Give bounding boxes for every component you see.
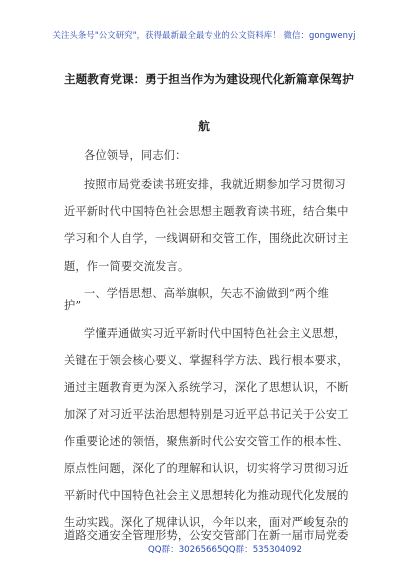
body-line: 道路交通安全管理形势，公安交管部门在新一届市局党委: [64, 529, 349, 542]
body-line: 作重要论述的领悟，聚焦新时代公安交管工作的根本性、: [64, 435, 349, 448]
body-line: 通过主题教育更为深入系统学习，深化了思想认识，不断: [64, 381, 349, 394]
salutation: 各位领导，同志们：: [84, 149, 187, 162]
body-line: 加深了对习近平法治思想特别是习近平总书记关于公安工: [64, 408, 349, 421]
document-title-line-1: 主题教育党课：勇于担当作为为建设现代化新篇章保驾护: [64, 72, 354, 86]
body-line: 原点性问题，深化了的理解和认识，切实将学习贯彻习近: [64, 462, 349, 475]
body-line: 按照市局党委读书班安排，我就近期参加学习贯彻习: [84, 178, 346, 191]
body-line: 题，作一简要交流发言。: [64, 260, 190, 273]
body-line: 生动实践。深化了规律认识，今年以来，面对严峻复杂的: [64, 516, 349, 529]
header-note: 关注头条号"公文研究"，获得最新最全最专业的公文资料库！ 微信：gongwenyj: [52, 30, 356, 40]
body-line: 近平新时代中国特色社会思想主题教育读书班，结合集中: [64, 205, 349, 218]
section-heading: 一、学悟思想、高举旗帜，矢志不渝做到“两个维: [84, 287, 330, 300]
footer-qq-group-2: QQ群：535304092: [222, 545, 302, 555]
body-line: 关键在于领会核心要义、掌握科学方法、践行根本要求，: [64, 354, 349, 367]
body-line: 学懂弄通做实习近平新时代中国特色社会主义思想，: [84, 327, 346, 340]
footer-qq-group-1: QQ群：30265665: [148, 545, 223, 555]
body-line: 学习和个人自学，一线调研和交管工作，围绕此次研讨主: [64, 232, 349, 245]
body-line: 平新时代中国特色社会主义思想转化为推动现代化发展的: [64, 489, 349, 502]
section-heading-cont: 护”: [64, 299, 82, 312]
document-title-line-2: 航: [198, 119, 210, 133]
